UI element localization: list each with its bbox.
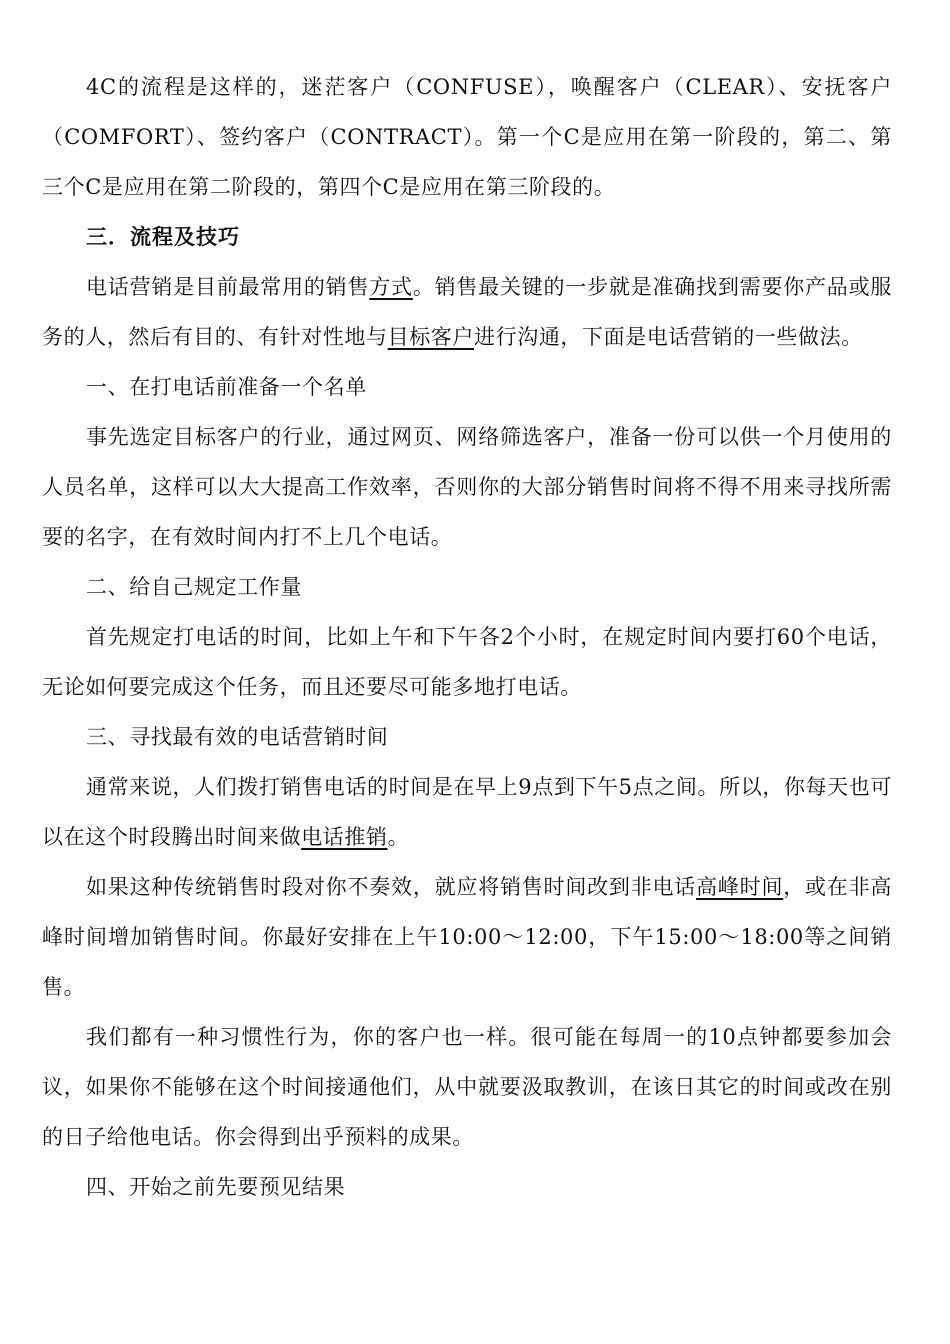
paragraph-4c-process: 4C的流程是这样的，迷茫客户（CONFUSE），唤醒客户（CLEAR）、安抚客户（COMFORT）、签约客户（CONTRACT）。第一个C是应用在第一阶段的，第二、第三个C是应用在第二阶段的，第四个C是应用在第三阶段的。 [42, 75, 892, 199]
text-fragment: ，或在非高峰时间增加销售时间。你最好安排在上午10:00～12:00，下午15:00～18:00等之间销售。 [42, 875, 892, 999]
text-fragment: 。 [387, 825, 410, 849]
link-peak-time[interactable]: 高峰时间 [696, 875, 784, 899]
text-fragment: 电话营销是目前最常用的销售 [86, 275, 370, 299]
paragraph-calling-hours [42, 762, 892, 862]
text-fragment: 进行沟通，下面是电话营销的一些做法。 [474, 325, 863, 349]
paragraph-set-workload: 首先规定打电话的时间，比如上午和下午各2个小时，在规定时间内要打60个电话，无论如何要完成这个任务，而且还要尽可能多地打电话。 [42, 625, 892, 699]
text-fragment: 。销售最关键的一步就是准确找到需要你产品或服务的人，然后有目的、有针对性地与 [42, 275, 892, 349]
text-fragment: 如果这种传统销售时段对你不奏效，就应将销售时间改到非电话 [86, 875, 697, 899]
subheading-prepare-list: 一、在打电话前准备一个名单 [86, 375, 367, 399]
paragraph-off-peak [42, 862, 892, 1012]
link-telephone-sales[interactable]: 电话推销 [301, 825, 388, 849]
section-heading-process-skills: 三．流程及技巧 [86, 225, 240, 249]
link-method[interactable]: 方式 [369, 275, 413, 299]
paragraph-telemarketing-intro [42, 262, 892, 362]
subheading-effective-time: 三、寻找最有效的电话营销时间 [86, 725, 389, 749]
subheading-set-workload: 二、给自己规定工作量 [86, 575, 302, 599]
document-page [42, 62, 892, 1212]
paragraph-habits: 我们都有一种习惯性行为，你的客户也一样。很可能在每周一的10点钟都要参加会议，如果你不能够在这个时间接通他们，从中就要汲取教训，在该日其它的时间或改在别的日子给他电话。你会得到出乎预料的成果。 [42, 1025, 892, 1149]
text-fragment: 通常来说，人们拨打销售电话的时间是在早上9点到下午5点之间。所以，你每天也可以在这个时段腾出时间来做 [42, 775, 892, 849]
link-target-customer[interactable]: 目标客户 [387, 325, 475, 349]
paragraph-prepare-list: 事先选定目标客户的行业，通过网页、网络筛选客户，准备一份可以供一个月使用的人员名单，这样可以大大提高工作效率，否则你的大部分销售时间将不得不用来寻找所需要的名字，在有效时间内打不上几个电话。 [42, 425, 892, 549]
subheading-foresee-results: 四、开始之前先要预见结果 [86, 1175, 346, 1199]
